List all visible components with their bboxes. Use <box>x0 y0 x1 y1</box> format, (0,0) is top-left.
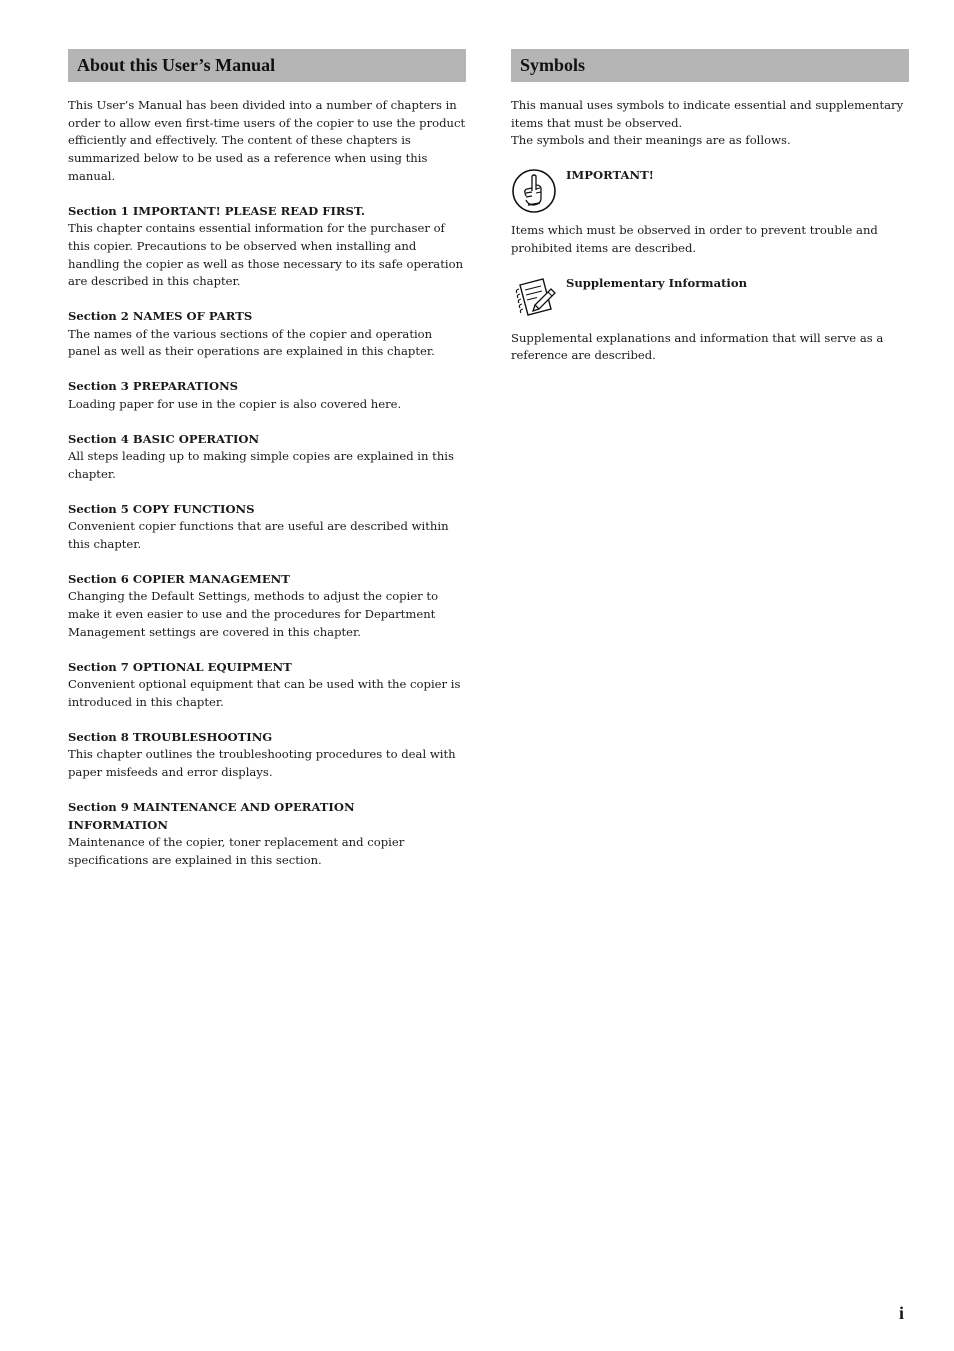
section-text: All steps leading up to making simple copies are explained in this chapter. <box>68 449 454 481</box>
symbols-heading <box>511 49 909 82</box>
about-intro: This User’s Manual has been divided into a number of chapters in order to allow even first-time users of the copier to use the product efficiently and effectively. The content of these chapters is summarized below to be used as a reference when using this manual. <box>68 98 466 183</box>
section-title: Section 6 COPIER MANAGEMENT <box>68 571 290 586</box>
symbols-title: Symbols <box>520 55 586 75</box>
section-text: Changing the Default Settings, methods to adjust the copier to make it even easier to use and the procedures for Department Management settings are covered in this chapter. <box>68 589 439 639</box>
section-title: Section 5 COPY FUNCTIONS <box>68 501 255 516</box>
section-9 <box>68 799 466 870</box>
section-title: Section 3 PREPARATIONS <box>68 379 239 394</box>
about-heading <box>68 49 466 82</box>
about-title: About this User’s Manual <box>77 55 276 75</box>
symbol-important <box>511 167 909 215</box>
page-number: i <box>899 1303 905 1323</box>
symbols-intro <box>511 97 909 150</box>
section-6 <box>68 571 466 642</box>
symbols-intro-line2: The symbols and their meanings are as follows. <box>511 133 791 148</box>
section-text: Maintenance of the copier, toner replacement and copier specifications are explained in this section. <box>68 835 405 867</box>
symbols-intro-line1: This manual uses symbols to indicate essential and supplementary items that must be observed. <box>511 98 904 130</box>
symbol-label: IMPORTANT! <box>566 168 654 183</box>
section-5 <box>68 501 466 554</box>
section-4 <box>68 431 466 484</box>
symbols-column <box>511 49 909 365</box>
section-text: Loading paper for use in the copier is also covered here. <box>68 396 402 411</box>
symbol-description: Supplemental explanations and information that will serve as a reference are described. <box>511 330 884 363</box>
section-8 <box>68 729 466 782</box>
section-title: Section 2 NAMES OF PARTS <box>68 309 253 324</box>
symbol-supplementary <box>511 275 909 323</box>
symbol-description: Items which must be observed in order to prevent trouble and prohibited items are described. <box>511 223 878 255</box>
section-title: Section 4 BASIC OPERATION <box>68 431 260 446</box>
section-3 <box>68 378 466 413</box>
section-title: Section 8 TROUBLESHOOTING <box>68 729 273 744</box>
section-text: Convenient optional equipment that can be used with the copier is introduced in this chapter. <box>68 677 461 709</box>
about-column <box>68 49 466 870</box>
section-7 <box>68 659 466 712</box>
symbol-label: Supplementary Information <box>566 275 747 290</box>
section-text: This chapter contains essential information for the purchaser of this copier. Precautions to be observed when installing and handling the copier as well as those necessary to its safe operation are described in this chapter. <box>68 221 464 289</box>
section-text: This chapter outlines the troubleshooting procedures to deal with paper misfeeds and error displays. <box>68 747 456 780</box>
section-title: Section 1 IMPORTANT! PLEASE READ FIRST. <box>68 203 366 218</box>
section-title: Section 7 OPTIONAL EQUIPMENT <box>68 659 292 674</box>
section-text: Convenient copier functions that are useful are described within this chapter. <box>68 519 449 552</box>
section-1 <box>68 203 466 292</box>
important-hand-icon <box>511 167 559 215</box>
section-title: Section 9 MAINTENANCE AND OPERATION INFORMATION <box>68 799 355 832</box>
section-text: The names of the various sections of the copier and operation panel as well as their operations are explained in this chapter. <box>68 326 435 359</box>
notepad-pencil-icon <box>511 275 559 323</box>
section-2 <box>68 308 466 361</box>
